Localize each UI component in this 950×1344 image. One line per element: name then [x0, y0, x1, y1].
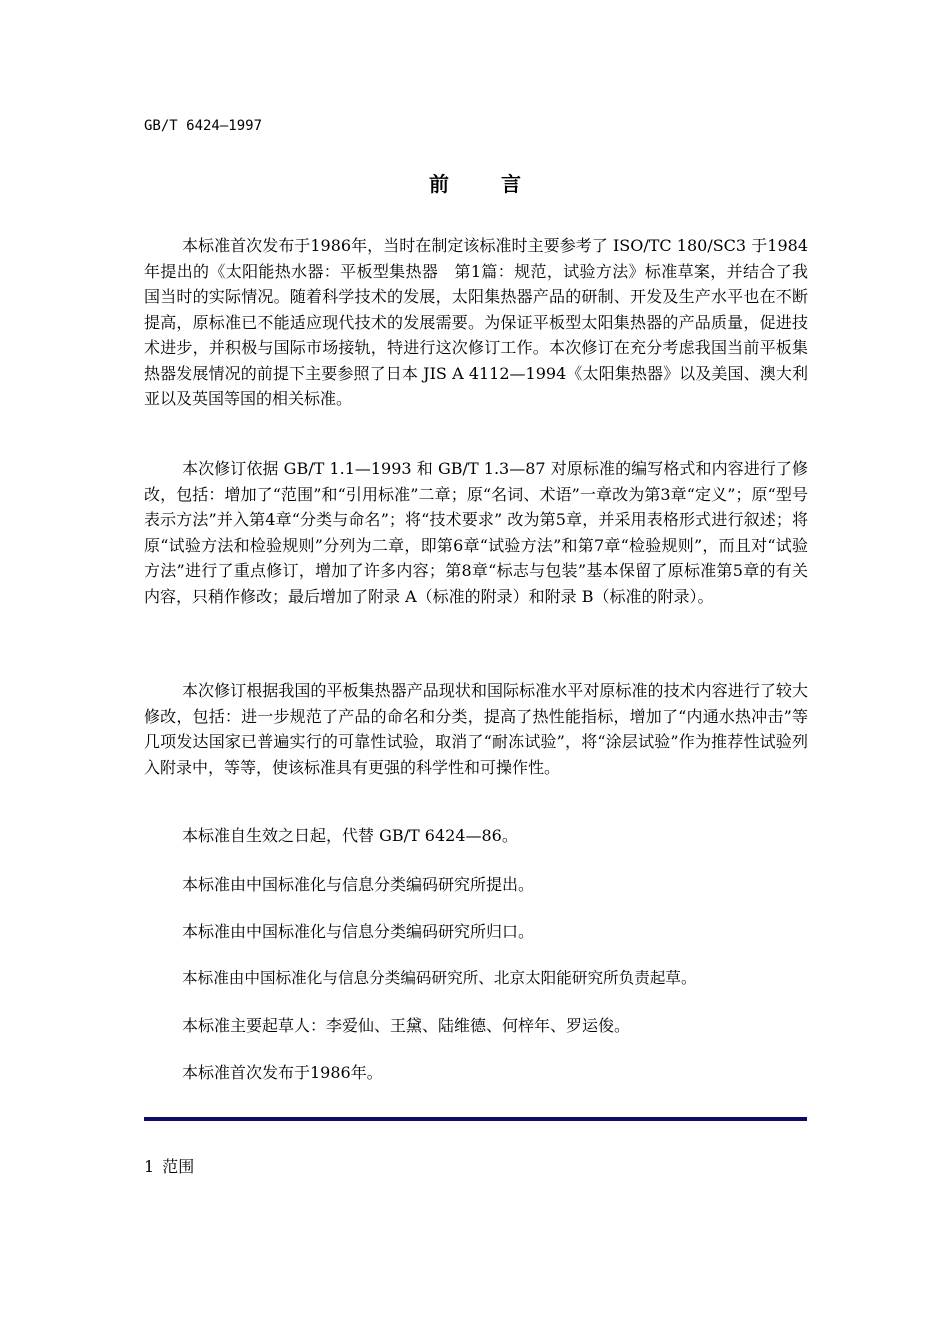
preface-paragraph-1: 本标准首次发布于1986年，当时在制定该标准时主要参考了 ISO/TC 180/SC3 于1984年提出的《太阳能热水器：平板型集热器 第1篇：规范，试验方法》标准草案，并结合了我国当时的实际情况。随着科学技术的发展，太阳集热器产品的研制、开发及生产水平也在不断提高，原标准已不能适应现代技术的发展需要。为保证平板型太阳集热器的产品质量，促进技术进步，并积极与国际市场接轨，特进行这次修订工作。本次修订在充分考虑我国当前平板集热器发展情况的前提下主要参照了日本 JIS A 4112—1994《太阳集热器》以及美国、澳大利亚以及英国等国的相关标准。	[144, 236, 808, 408]
preface-paragraph-9: 本标准首次发布于1986年。	[182, 1063, 383, 1082]
preface-paragraph-8: 本标准主要起草人：李爱仙、王黛、陆维德、何梓年、罗运俊。	[182, 1016, 631, 1035]
standard-code: GB/T 6424—1997	[144, 118, 263, 134]
preface-title: 前言	[429, 172, 573, 196]
preface-paragraph-5: 本标准由中国标准化与信息分类编码研究所提出。	[182, 875, 535, 894]
section-divider	[144, 1117, 807, 1121]
preface-paragraph-2: 本次修订依据 GB/T 1.1—1993 和 GB/T 1.3—87 对原标准的编写格式和内容进行了修改，包括：增加了“范围”和“引用标准”二章；原“名词、术语”一章改为第3章“定义”；原“型号表示方法”并入第4章“分类与命名”；将“技术要求” 改为第5章，并采用表格形式进行叙述；将原“试验方法和检验规则”分列为二章，即第6章“试验方法”和第7章“检验规则”，而且对“试验方法”进行了重点修订，增加了许多内容；第8章“标志与包装”基本保留了原标准第5章的有关内容，只稍作修改；最后增加了附录 A（标准的附录）和附录 B（标准的附录）。	[144, 459, 808, 606]
preface-paragraph-3: 本次修订根据我国的平板集热器产品现状和国际标准水平对原标准的技术内容进行了较大修改，包括：进一步规范了产品的命名和分类，提高了热性能指标，增加了“内通水热冲击”等几项发达国家已普遍实行的可靠性试验，取消了“耐冻试验”，将“涂层试验”作为推荐性试验列入附录中，等等，使该标准具有更强的科学性和可操作性。	[144, 681, 808, 777]
section-title: 范围	[162, 1157, 195, 1176]
preface-paragraph-4: 本标准自生效之日起，代替 GB/T 6424—86。	[182, 826, 518, 845]
section-heading	[144, 1156, 194, 1178]
preface-paragraph-6: 本标准由中国标准化与信息分类编码研究所归口。	[182, 922, 535, 941]
section-number: 1	[144, 1157, 155, 1176]
preface-paragraph-7: 本标准由中国标准化与信息分类编码研究所、北京太阳能研究所负责起草。	[182, 969, 697, 987]
